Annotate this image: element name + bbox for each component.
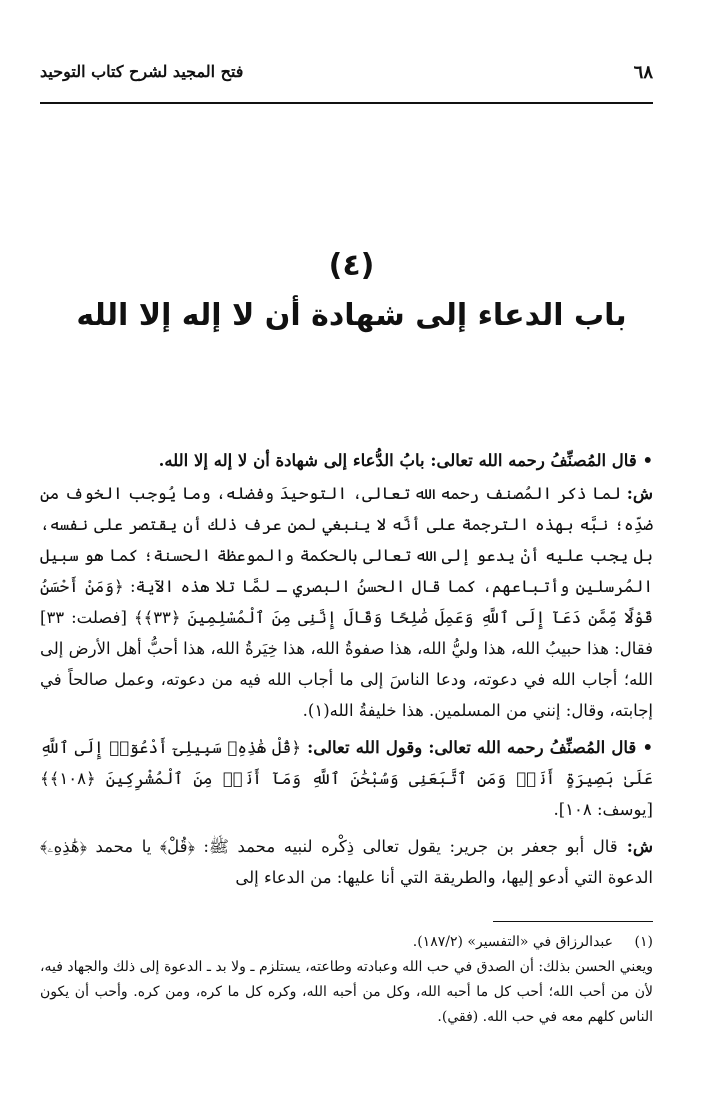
main-text <box>40 445 653 893</box>
page-header <box>40 60 653 90</box>
footnote-text: عبدالرزاق في «التفسير» (١٨٧/٢). <box>412 934 613 950</box>
chapter-title: باب الدعاء إلى شهادة أن لا إله إلا الله <box>76 298 627 333</box>
paragraph-text: قال أبو جعفر بن جرير: يقول تعالى ذِكْره لنبيه محمد ﷺ: ﴿قُلْ﴾ يا محمد ﴿هَٰذِهِۦ﴾ الدعوة التي أدعو إليها، والطريقة التي أنا عليها: من الدعاء إلى <box>40 837 653 887</box>
paragraph-text: لما ذكر المُصنف رحمه الله تعالى، التوحيدَ وفضله، وما يُوجب الخوف من ضدِّه؛ نبَّه بهذه الترجمة على أنَّه لا ينبغي لمن عرف ذلك أن يقتصر على نفسه، بل يجب عليه أنْ يدعو إلى الله تعالى بالحكمة والموعظة الحسنة؛ كما هو سبيل المُرسلين وأتباعهم، كما قال الحسنُ البصري ـ لمَّا تلا هذه الآية: ﴿وَمَنْ أَحْسَنُ قَوْلًا مِّمَّن دَعَآ إِلَى ٱللَّهِ وَعَمِلَ صَٰلِحًا وَقَالَ إِنَّنِى مِنَ ٱلْمُسْلِمِينَ ﴿٣٣﴾﴾ [فصلت: ٣٣] فقال: هذا حبيبُ الله، هذا وليُّ الله، هذا صفوةُ الله، هذا خِيَرةُ الله، هذا أحبُّ أهل الأرض إلى الله؛ أجاب الله في دعوته، ودعا الناسَ إلى ما أجاب الله فيه من دعوته، وعمل صالحاً في إجابته، وقال: إنني من المسلمين. هذا خليفةُ الله(١). <box>40 484 653 720</box>
paragraph-lead: ش: <box>620 484 654 503</box>
chapter-number: (٤) <box>328 248 375 283</box>
paragraph <box>40 445 653 476</box>
running-title: فتح المجيد لشرح كتاب التوحيد <box>40 62 244 81</box>
footnote-continuation <box>40 955 653 1030</box>
paragraph <box>40 478 653 726</box>
paragraph-text: ﴿قُلْ هَٰذِهِۦ سَبِيلِىٓ أَدْعُوٓا۟ إِلَى ٱللَّهِ عَلَىٰ بَصِيرَةٍ أَنَا۠ وَمَنِ ٱتَّبَعَنِى وَسُبْحَٰنَ ٱللَّهِ وَمَآ أَنَا۠ مِنَ ٱلْمُشْرِكِينَ ﴿١٠٨﴾﴾ [يوسف: ١٠٨]. <box>40 738 653 819</box>
footnote-text: ويعني الحسن بذلك: أن الصدق في حب الله وعبادته وطاعته، يستلزم ـ ولا بد ـ الدعوة إلى ذلك والجهاد فيه، لأن من أحب الله؛ أحب كل ما أحبه الله، وكل من أحبه الله، وكره كل ما كره، ومن كره. وأحب أن يكون الناس كلهم معه في حب الله. (فقي). <box>40 959 653 1025</box>
footnote-marker: (١) <box>634 934 653 950</box>
paragraph-text: بابُ الدُّعاء إلى شهادة أن لا إله إلا الله. <box>158 451 425 470</box>
paragraph-lead: ش: <box>617 837 653 856</box>
paragraph <box>40 831 653 893</box>
paragraph-lead: • قال المُصنِّفُ رحمه الله تعالى: <box>424 451 653 470</box>
page-number: ٦٨ <box>633 62 653 83</box>
footnote <box>40 930 653 955</box>
footnotes <box>40 930 653 1030</box>
footnote-separator <box>493 921 653 922</box>
header-rule <box>40 102 653 104</box>
paragraph-lead: • قال المُصنِّفُ رحمه الله تعالى: وقول الله تعالى: <box>301 738 653 757</box>
paragraph <box>40 732 653 825</box>
